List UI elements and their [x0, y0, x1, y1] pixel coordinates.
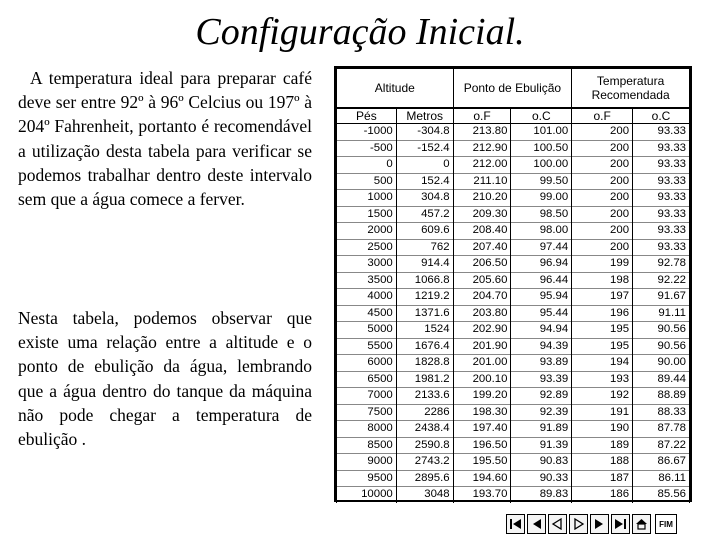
cell-boiling-c: 92.39: [511, 404, 572, 421]
group-header-recommended-temp-label: Temperatura Recomendada: [591, 74, 670, 102]
cell-feet: 0: [337, 157, 397, 174]
cell-recommended-f: 200: [572, 190, 633, 207]
cell-recommended-f: 200: [572, 157, 633, 174]
cell-boiling-f: 212.00: [453, 157, 511, 174]
cell-recommended-f: 200: [572, 239, 633, 256]
cell-recommended-f: 199: [572, 256, 633, 273]
table-row: [337, 223, 690, 240]
table-row: [337, 173, 690, 190]
cell-feet: 1500: [337, 206, 397, 223]
cell-meters: 2590.8: [396, 437, 453, 454]
table-row: [337, 305, 690, 322]
cell-recommended-f: 196: [572, 305, 633, 322]
cell-boiling-c: 96.94: [511, 256, 572, 273]
cell-recommended-c: 87.22: [633, 437, 690, 454]
explanation-paragraph: Nesta tabela, podemos observar que existe uma relação entre a altitude e o ponto de ebulição da água, lembrando que a água dentro do tanque da máquina não pode chegar a temperatura de ebulição .: [18, 308, 312, 450]
cell-recommended-c: 91.11: [633, 305, 690, 322]
cell-boiling-c: 91.89: [511, 421, 572, 438]
group-header-boiling-point: Ponto de Ebulição: [453, 69, 572, 109]
cell-boiling-f: 206.50: [453, 256, 511, 273]
column-header-feet: Pés: [337, 108, 397, 124]
cell-recommended-c: 88.33: [633, 404, 690, 421]
table-row: [337, 272, 690, 289]
end-button[interactable]: FIM: [655, 514, 677, 534]
cell-recommended-f: 200: [572, 124, 633, 141]
cell-feet: 3500: [337, 272, 397, 289]
cell-feet: 7500: [337, 404, 397, 421]
cell-feet: 6000: [337, 355, 397, 372]
cell-meters: 1524: [396, 322, 453, 339]
cell-boiling-c: 98.50: [511, 206, 572, 223]
cell-feet: 5500: [337, 338, 397, 355]
cell-meters: 609.6: [396, 223, 453, 240]
cell-meters: -152.4: [396, 140, 453, 157]
table-row: [337, 322, 690, 339]
cell-recommended-f: 194: [572, 355, 633, 372]
column-header-recommended-c: o.C: [633, 108, 690, 124]
cell-meters: 914.4: [396, 256, 453, 273]
cell-meters: 1981.2: [396, 371, 453, 388]
play-back-icon[interactable]: [548, 514, 567, 534]
cell-feet: 500: [337, 173, 397, 190]
cell-recommended-f: 186: [572, 487, 633, 503]
cell-boiling-f: 204.70: [453, 289, 511, 306]
table-row: [337, 190, 690, 207]
cell-boiling-c: 101.00: [511, 124, 572, 141]
cell-recommended-c: 93.33: [633, 140, 690, 157]
cell-boiling-f: 201.90: [453, 338, 511, 355]
cell-feet: 8000: [337, 421, 397, 438]
cell-boiling-c: 98.00: [511, 223, 572, 240]
cell-recommended-c: 90.56: [633, 322, 690, 339]
cell-feet: 10000: [337, 487, 397, 503]
cell-boiling-f: 197.40: [453, 421, 511, 438]
table-row: [337, 206, 690, 223]
cell-boiling-c: 93.89: [511, 355, 572, 372]
cell-boiling-f: 207.40: [453, 239, 511, 256]
cell-feet: 2500: [337, 239, 397, 256]
cell-boiling-c: 91.39: [511, 437, 572, 454]
cell-recommended-c: 85.56: [633, 487, 690, 503]
table-row: [337, 487, 690, 503]
cell-recommended-f: 195: [572, 338, 633, 355]
cell-boiling-f: 196.50: [453, 437, 511, 454]
cell-recommended-f: 187: [572, 470, 633, 487]
cell-recommended-f: 190: [572, 421, 633, 438]
cell-boiling-c: 92.89: [511, 388, 572, 405]
cell-boiling-f: 203.80: [453, 305, 511, 322]
cell-boiling-c: 99.00: [511, 190, 572, 207]
cell-boiling-c: 100.50: [511, 140, 572, 157]
cell-recommended-f: 188: [572, 454, 633, 471]
table-row: [337, 437, 690, 454]
cell-feet: 4000: [337, 289, 397, 306]
cell-recommended-c: 90.56: [633, 338, 690, 355]
cell-meters: 2743.2: [396, 454, 453, 471]
group-header-altitude: Altitude: [337, 69, 454, 109]
cell-boiling-f: 199.20: [453, 388, 511, 405]
cell-feet: 9000: [337, 454, 397, 471]
column-header-boiling-c: o.C: [511, 108, 572, 124]
cell-feet: 2000: [337, 223, 397, 240]
cell-recommended-c: 92.78: [633, 256, 690, 273]
table-row: [337, 239, 690, 256]
table-row: [337, 157, 690, 174]
cell-meters: 1828.8: [396, 355, 453, 372]
group-header-recommended-temp: [572, 69, 690, 109]
cell-feet: -500: [337, 140, 397, 157]
last-slide-icon[interactable]: [611, 514, 630, 534]
cell-meters: 0: [396, 157, 453, 174]
page-title: Configuração Inicial.: [195, 11, 525, 53]
home-icon[interactable]: [632, 514, 651, 534]
cell-recommended-c: 93.33: [633, 157, 690, 174]
cell-recommended-c: 93.33: [633, 239, 690, 256]
table-row: [337, 421, 690, 438]
cell-recommended-c: 91.67: [633, 289, 690, 306]
cell-recommended-f: 191: [572, 404, 633, 421]
cell-feet: -1000: [337, 124, 397, 141]
cell-boiling-f: 211.10: [453, 173, 511, 190]
cell-recommended-f: 200: [572, 173, 633, 190]
cell-meters: -304.8: [396, 124, 453, 141]
cell-boiling-c: 90.33: [511, 470, 572, 487]
cell-feet: 1000: [337, 190, 397, 207]
cell-recommended-c: 86.11: [633, 470, 690, 487]
cell-feet: 6500: [337, 371, 397, 388]
cell-boiling-f: 202.90: [453, 322, 511, 339]
cell-recommended-c: 93.33: [633, 173, 690, 190]
cell-recommended-c: 86.67: [633, 454, 690, 471]
cell-recommended-c: 92.22: [633, 272, 690, 289]
cell-meters: 3048: [396, 487, 453, 503]
cell-feet: 9500: [337, 470, 397, 487]
cell-boiling-c: 100.00: [511, 157, 572, 174]
cell-feet: 5000: [337, 322, 397, 339]
cell-recommended-f: 198: [572, 272, 633, 289]
cell-boiling-f: 193.70: [453, 487, 511, 503]
next-slide-icon[interactable]: [590, 514, 609, 534]
cell-recommended-c: 93.33: [633, 190, 690, 207]
cell-boiling-c: 94.39: [511, 338, 572, 355]
cell-meters: 762: [396, 239, 453, 256]
cell-boiling-c: 95.94: [511, 289, 572, 306]
cell-boiling-f: 205.60: [453, 272, 511, 289]
cell-recommended-f: 197: [572, 289, 633, 306]
cell-recommended-c: 87.78: [633, 421, 690, 438]
cell-feet: 7000: [337, 388, 397, 405]
cell-boiling-f: 198.30: [453, 404, 511, 421]
column-header-meters: Metros: [396, 108, 453, 124]
cell-meters: 457.2: [396, 206, 453, 223]
cell-boiling-c: 89.83: [511, 487, 572, 503]
cell-recommended-f: 193: [572, 371, 633, 388]
table-row: [337, 256, 690, 273]
cell-feet: 4500: [337, 305, 397, 322]
boiling-point-table: [334, 66, 692, 502]
cell-boiling-c: 96.44: [511, 272, 572, 289]
play-forward-icon[interactable]: [569, 514, 588, 534]
cell-recommended-c: 90.00: [633, 355, 690, 372]
cell-boiling-c: 95.44: [511, 305, 572, 322]
cell-recommended-f: 200: [572, 206, 633, 223]
table-row: [337, 454, 690, 471]
cell-recommended-f: 200: [572, 223, 633, 240]
cell-boiling-c: 94.94: [511, 322, 572, 339]
table-row: [337, 124, 690, 141]
cell-boiling-c: 97.44: [511, 239, 572, 256]
column-header-boiling-f: o.F: [453, 108, 511, 124]
table-row: [337, 404, 690, 421]
cell-feet: 3000: [337, 256, 397, 273]
cell-meters: 2895.6: [396, 470, 453, 487]
table-row: [337, 140, 690, 157]
cell-meters: 2438.4: [396, 421, 453, 438]
cell-boiling-f: 212.90: [453, 140, 511, 157]
cell-meters: 152.4: [396, 173, 453, 190]
cell-recommended-c: 88.89: [633, 388, 690, 405]
cell-boiling-c: 99.50: [511, 173, 572, 190]
cell-meters: 2133.6: [396, 388, 453, 405]
cell-boiling-c: 93.39: [511, 371, 572, 388]
intro-paragraph: A temperatura ideal para preparar café deve ser entre 92º à 96º Celcius ou 197º à 204º Fahrenheit, portanto é recomendável a utilização desta tabela para verificar se podemos trabalhar dentro deste intervalo sem que a água comece a ferver.: [18, 68, 312, 210]
cell-boiling-f: 210.20: [453, 190, 511, 207]
table-row: [337, 388, 690, 405]
slide-navigation: [506, 514, 677, 536]
cell-recommended-c: 89.44: [633, 371, 690, 388]
table-row: [337, 371, 690, 388]
cell-meters: 1676.4: [396, 338, 453, 355]
cell-boiling-f: 194.60: [453, 470, 511, 487]
cell-recommended-f: 195: [572, 322, 633, 339]
cell-boiling-c: 90.83: [511, 454, 572, 471]
cell-recommended-f: 192: [572, 388, 633, 405]
column-header-recommended-f: o.F: [572, 108, 633, 124]
cell-recommended-c: 93.33: [633, 124, 690, 141]
previous-slide-icon[interactable]: [527, 514, 546, 534]
cell-boiling-f: 195.50: [453, 454, 511, 471]
cell-recommended-c: 93.33: [633, 206, 690, 223]
first-slide-icon[interactable]: [506, 514, 525, 534]
cell-feet: 8500: [337, 437, 397, 454]
cell-recommended-f: 200: [572, 140, 633, 157]
cell-boiling-f: 208.40: [453, 223, 511, 240]
cell-meters: 304.8: [396, 190, 453, 207]
cell-meters: 1371.6: [396, 305, 453, 322]
cell-boiling-f: 201.00: [453, 355, 511, 372]
cell-boiling-f: 200.10: [453, 371, 511, 388]
table-row: [337, 338, 690, 355]
table-row: [337, 289, 690, 306]
cell-boiling-f: 213.80: [453, 124, 511, 141]
cell-recommended-c: 93.33: [633, 223, 690, 240]
cell-meters: 1066.8: [396, 272, 453, 289]
cell-recommended-f: 189: [572, 437, 633, 454]
cell-boiling-f: 209.30: [453, 206, 511, 223]
table-row: [337, 355, 690, 372]
table-row: [337, 470, 690, 487]
cell-meters: 2286: [396, 404, 453, 421]
cell-meters: 1219.2: [396, 289, 453, 306]
